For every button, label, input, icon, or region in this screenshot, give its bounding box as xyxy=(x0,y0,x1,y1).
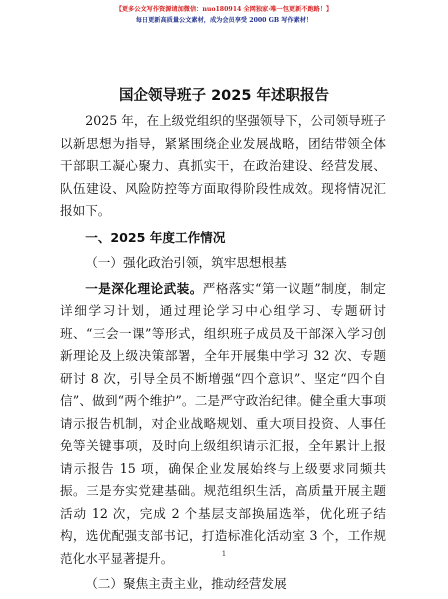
promo-line-2: 每日更新高质量公文素材，成为会员享受 2000 GB 写作素材！ xyxy=(135,17,313,24)
document-body xyxy=(60,110,386,599)
promo-line-1: 【更多公文写作资源请加微信：nuo180914 全网独家·唯一包更新不跑路！】 xyxy=(115,6,333,13)
paragraph-1-lead: 一是深化理论武装。 xyxy=(85,280,203,296)
paragraph-1-text: 严格落实“第一议题”制度，制定详细学习计划，通过理论学习中心组学习、专题研讨班、“三会一课”等形式，组织班子成员及干部深入学习创新理论及上级决策部署，全年开展集中学习 32 次、专题研讨 8 次，引导全员不断增强“四个意识”、坚定“四个自信”、做到“两个维护”。二是严守政治纪律。健全重大事项请示报告机制，对企业战略规划、重大项目投资、人事任免等关键事项，及时向上级组织请示汇报，全年累计上报请示报告 15 项，确保企业发展始终与上级要求同频共振。三是夯实党建基础。规范组织生活，高质量开展主题活动 12 次，完成 2 个基层支部换届选举，优化班子结构，选优配强支部书记，打造标准化活动室 3 个，工作规范化水平显著提升。 xyxy=(60,280,386,566)
subsection-heading-1: （一）强化政治引领，筑牢思想根基 xyxy=(85,255,287,270)
page-number: 1 xyxy=(221,550,227,558)
document-title: 国企领导班子 2025 年述职报告 xyxy=(119,88,329,104)
promo-banner xyxy=(0,4,448,26)
intro-paragraph: 2025 年，在上级党组织的坚强领导下，公司领导班子以新思想为指导，紧紧围绕企业发展战略，团结带领全体干部职工凝心聚力、真抓实干，在政治建设、经营发展、队伍建设、风险防控等方面取得阶段性成效。现将情况汇报如下。 xyxy=(60,113,386,218)
subsection-heading-2: （二）聚焦主责主业，推动经营发展 xyxy=(85,576,287,591)
section-heading-1: 一、2025 年度工作情况 xyxy=(85,229,226,245)
paragraph-1 xyxy=(60,278,386,571)
